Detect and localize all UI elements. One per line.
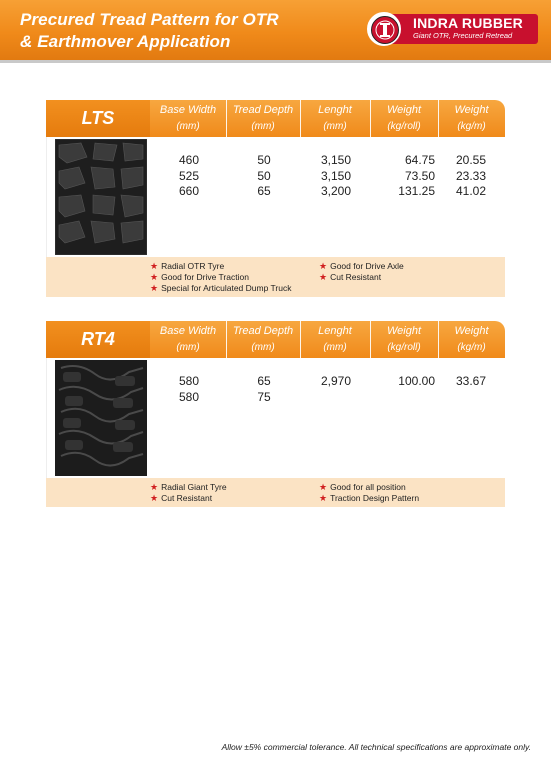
feature-list xyxy=(46,478,505,507)
col-weight-roll-values: 100.00 xyxy=(398,374,435,388)
col-header-weight-roll: Weight (kg/roll) xyxy=(386,104,422,132)
product-table-header xyxy=(46,321,505,358)
col-tread-depth-values: 65 75 xyxy=(257,374,271,404)
page-title-line-2: & Earthmover Application xyxy=(20,32,231,51)
feature-item: ★ Cut Resistant xyxy=(150,493,213,503)
col-tread-depth-values: 50 50 65 xyxy=(257,153,271,198)
feature-list xyxy=(46,257,505,297)
col-length-values: 2,970 xyxy=(320,374,352,388)
product-table-body xyxy=(46,137,506,257)
star-icon: ★ xyxy=(150,272,159,282)
product-code: LTS xyxy=(46,100,150,137)
feature-item: ★ Special for Articulated Dump Truck xyxy=(150,283,292,293)
tolerance-note: Allow ±5% commercial tolerance. All technical specifications are approximate only. xyxy=(221,742,531,752)
logo-tagline: Giant OTR, Precured Retread xyxy=(413,31,513,40)
feature-item: ★ Good for Drive Axle xyxy=(319,261,404,271)
feature-item: ★ Good for Drive Traction xyxy=(150,272,249,282)
product-card-rt4 xyxy=(46,321,505,511)
star-icon: ★ xyxy=(150,482,159,492)
col-weight-m-values: 33.67 xyxy=(455,374,487,388)
star-icon: ★ xyxy=(319,261,328,271)
col-base-width-values: 580 580 xyxy=(178,374,200,404)
product-table-header xyxy=(46,100,505,137)
col-weight-roll-values: 64.75 73.50 131.25 xyxy=(398,153,435,198)
star-icon: ★ xyxy=(319,272,328,282)
product-table-body xyxy=(46,358,506,478)
col-length-values: 3,150 3,150 3,200 xyxy=(320,153,352,198)
star-icon: ★ xyxy=(319,493,328,503)
feature-item: ★ Radial Giant Tyre xyxy=(150,482,227,492)
brand-logo xyxy=(367,12,538,46)
product-code: RT4 xyxy=(46,321,150,358)
feature-item: ★ Radial OTR Tyre xyxy=(150,261,225,271)
page-title-line-1: Precured Tread Pattern for OTR xyxy=(20,10,279,29)
col-header-length: Lenght (mm) xyxy=(318,104,352,132)
header-divider xyxy=(0,60,551,63)
star-icon: ★ xyxy=(319,482,328,492)
col-header-tread-depth: Tread Depth (mm) xyxy=(232,104,294,132)
page-header xyxy=(0,0,551,60)
tread-pattern-image xyxy=(55,139,147,255)
feature-item: ★ Cut Resistant xyxy=(319,272,382,282)
logo-emblem-icon xyxy=(367,12,401,46)
logo-emblem-mark xyxy=(372,17,398,43)
col-header-weight-m: Weight (kg/m) xyxy=(454,104,489,132)
col-base-width-values: 460 525 660 xyxy=(178,153,200,198)
logo-name: INDRA RUBBER xyxy=(413,15,523,31)
tread-pattern-image xyxy=(55,360,147,476)
col-header-weight-m: Weight (kg/m) xyxy=(454,325,489,353)
col-header-tread-depth: Tread Depth (mm) xyxy=(232,325,294,353)
col-header-base-width: Base Width (mm) xyxy=(159,104,217,132)
star-icon: ★ xyxy=(150,283,159,293)
col-header-length: Lenght (mm) xyxy=(318,325,352,353)
col-header-weight-roll: Weight (kg/roll) xyxy=(386,325,422,353)
product-card-lts xyxy=(46,100,505,311)
page-title xyxy=(20,9,279,53)
star-icon: ★ xyxy=(150,261,159,271)
col-header-base-width: Base Width (mm) xyxy=(159,325,217,353)
col-weight-m-values: 20.55 23.33 41.02 xyxy=(455,153,487,198)
star-icon: ★ xyxy=(150,493,159,503)
feature-item: ★ Traction Design Pattern xyxy=(319,493,420,503)
feature-item: ★ Good for all position xyxy=(319,482,406,492)
